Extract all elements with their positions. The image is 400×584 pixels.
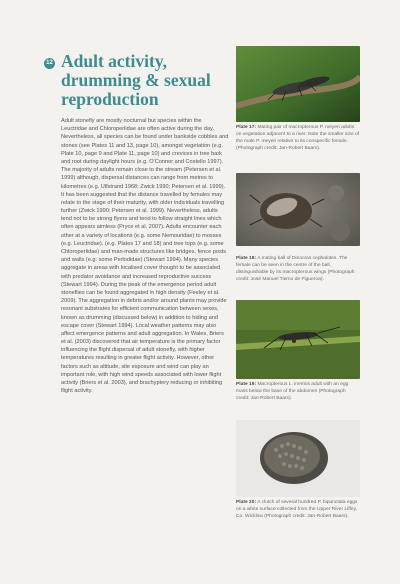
plate-17-caption: [236, 125, 360, 153]
plate-17-photo: [236, 46, 360, 122]
plate-18-text: A mating ball of Dinocras cephalotes. The female can be seen in the centre of the ball, distinguishable by its macropterous wings (Photograph credit: José Manuel Tierno de Figueroa).: [236, 256, 355, 282]
plate-18-photo: [236, 173, 360, 246]
plate-20-label: Plate 20:: [236, 500, 257, 505]
plate-20-text: A clutch of several hundred P. bipunctata eggs on a white surface collected from the Upper River Liffey, Co. Wicklow (Photograph credit: Jan-Robert Baars).: [236, 500, 358, 519]
plate-19-text: Macropterous L. inermis adult with an egg mass below the base of the abdomen (Photograph credit: Jan-Robert Baars).: [236, 382, 349, 401]
body-text: Adult stonefly are mostly nocturnal but species within the Leuctridae and Chloroperlidae are often active during the day. Nevertheless, all species can be found under bankside cobbles and stones (see Plates 11 and 13, page 10), amongst vegetation (e.g. Plate 10, page 9 and Plate 11, page 10) and crevices in tree bark and root during daylight hours (e.g. O'Connor and Costello 1997). The majority of adults remain close to the stream (Petersen et al. 1999) although, dispersal distances can range from metres to kilometres (e.g. Ulfstrand 1968; Zwick 1990; Petersen et al. 1999). It has been suggested that the distance travelled by females may relate to the stage of their maturity, with older individuals travelling further (Zwick 1990; Petersen et al. 1999). Nevertheless, adults tend not to be strong flyers and tend to follow straight lines which often appears aimless (Pryce et al. 2007). Adults encounter each other at a variety of locations (e.g. some Nemouridae) to mosses (e.g. Leuctridae), (e.g. Plates 17 and 18) and tree tops (e.g. some Chloroperlidae) and man-made structures like bridges, fence posts and walls (e.g. some Perlodidae) (Stewart 1994). Many species aggregate in areas with localised cover thought to be associated with predator avoidance and increased reproductive success (Stewart 1994). During the peak of the emergence period adult stoneflies can be found aggregated in high density (Feeley et al. 2009). The aggregation in debris and/or around plants may provide resonant substrates for efficient communication between sexes, known as drumming (discussed below) in addition to hiding and escape cover (Stewart 1994). Local weather patterns may also affect emergence patterns and adult aggregation. In Wales, Briers et al. (2003) discovered that air temperature is the primary factor influencing the flight dispersal of adult stonefly, with higher temperatures resulting in greater flight activity. However, other factors such as altitude, site exposure and wind can play an important role, with high wind speeds associated with lower flight activity (Briers et al. 2003), and brachyptery reducing or inhibiting flight activity.: [61, 118, 229, 395]
plate-20-caption: [236, 500, 360, 521]
plate-19-photo: [236, 300, 360, 379]
plate-17-text: Mating pair of macropterous P. meyeri adults on vegetation adjacent to a river. Note the smaller size of the male P. meyeri relative to its conspecific female. (Photograph credit: Jan-Robert Baars).: [236, 125, 360, 151]
plate-19-label: Plate 19:: [236, 382, 257, 387]
plate-17-label: Plate 17:: [236, 125, 257, 130]
page-number: 12: [44, 58, 55, 69]
page-title: Adult activity, drumming & sexual reproduction: [61, 51, 211, 109]
plate-20-photo: [236, 420, 360, 497]
plate-18-caption: [236, 256, 360, 284]
plate-18-label: Plate 18:: [236, 256, 257, 261]
plate-19-caption: [236, 382, 360, 403]
